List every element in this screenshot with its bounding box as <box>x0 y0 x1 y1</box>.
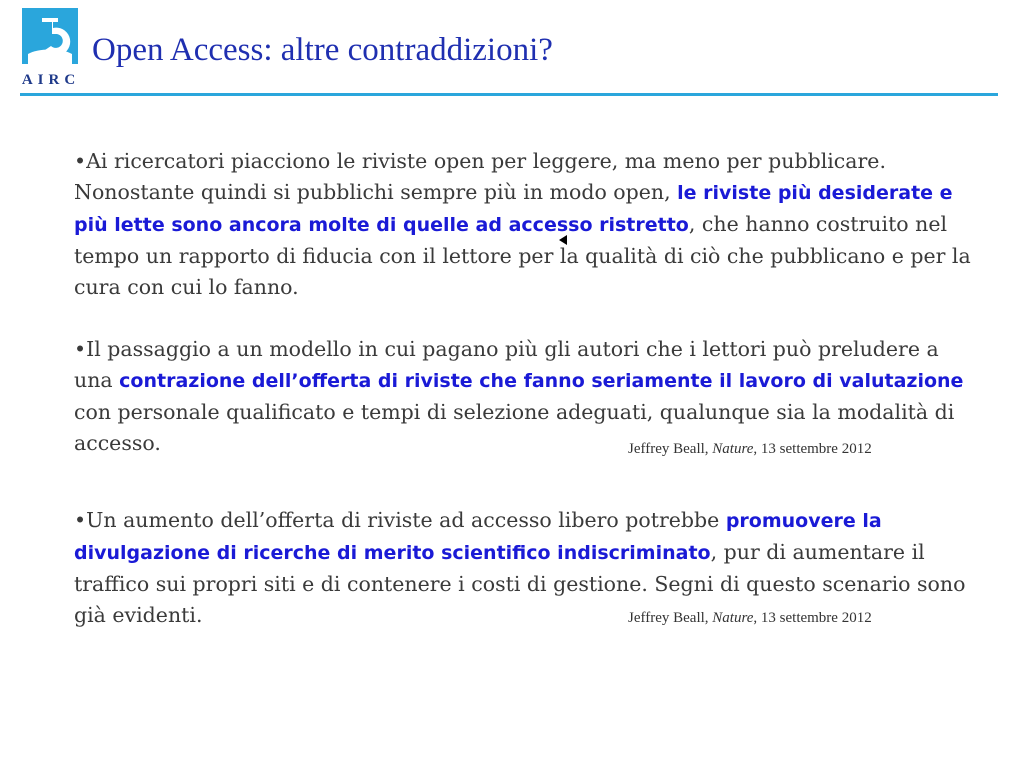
title-divider <box>20 93 998 96</box>
bullet-marker: • <box>74 337 87 361</box>
highlight-text: promuovere la divulgazione di ricerche di merito scientifico indiscriminato <box>74 510 882 564</box>
paragraph-text: , che hanno costruito nel tempo un rapporto di fiducia con il lettore per la qualità di ciò che pubblicano e per la cura con cui lo fanno. <box>74 212 971 299</box>
paragraph-text: Il passaggio a un modello in cui pagano più gli autori che i lettori può preludere a una <box>74 337 939 392</box>
bullet-marker: • <box>74 508 87 532</box>
paragraph-text: con personale qualificato e tempi di selezione adeguati, qualunque sia la modalità di accesso. <box>74 400 955 455</box>
citation-date: , 13 settembre 2012 <box>753 441 872 457</box>
citation-author: Jeffrey Beall, <box>628 441 713 457</box>
bullet-marker: • <box>74 149 87 173</box>
citation-date: , 13 settembre 2012 <box>753 610 872 626</box>
citation-journal: Nature <box>712 441 754 457</box>
paragraph-text: Ai ricercatori piacciono le riviste open per leggere, ma meno per pubblicare. Nonostante quindi si pubblichi sempre più in modo open, <box>74 149 886 204</box>
bullet-paragraph-1 <box>74 146 974 303</box>
paragraph-text: Un aumento dell’offerta di riviste ad accesso libero potrebbe <box>86 508 726 532</box>
airc-logo-text: AIRC <box>21 72 81 88</box>
airc-logo-mark <box>22 8 78 64</box>
citation-journal: Nature <box>712 610 754 626</box>
airc-logo <box>20 8 82 92</box>
citation-author: Jeffrey Beall, <box>628 610 713 626</box>
paragraph-text: , pur di aumentare il traffico sui propri siti e di contenere i costi di gestione. Segni di questo scenario sono già evidenti. <box>74 540 966 627</box>
highlight-text: le riviste più desiderate e più lette sono ancora molte di quelle ad accesso ristretto <box>74 182 953 236</box>
slide-title: Open Access: altre contraddizioni? <box>92 32 553 68</box>
highlight-text: contrazione dell’offerta di riviste che fanno seriamente il lavoro di valutazione <box>119 370 964 392</box>
citation <box>628 610 872 627</box>
citation <box>628 441 872 458</box>
mouse-pointer-icon <box>559 235 567 245</box>
